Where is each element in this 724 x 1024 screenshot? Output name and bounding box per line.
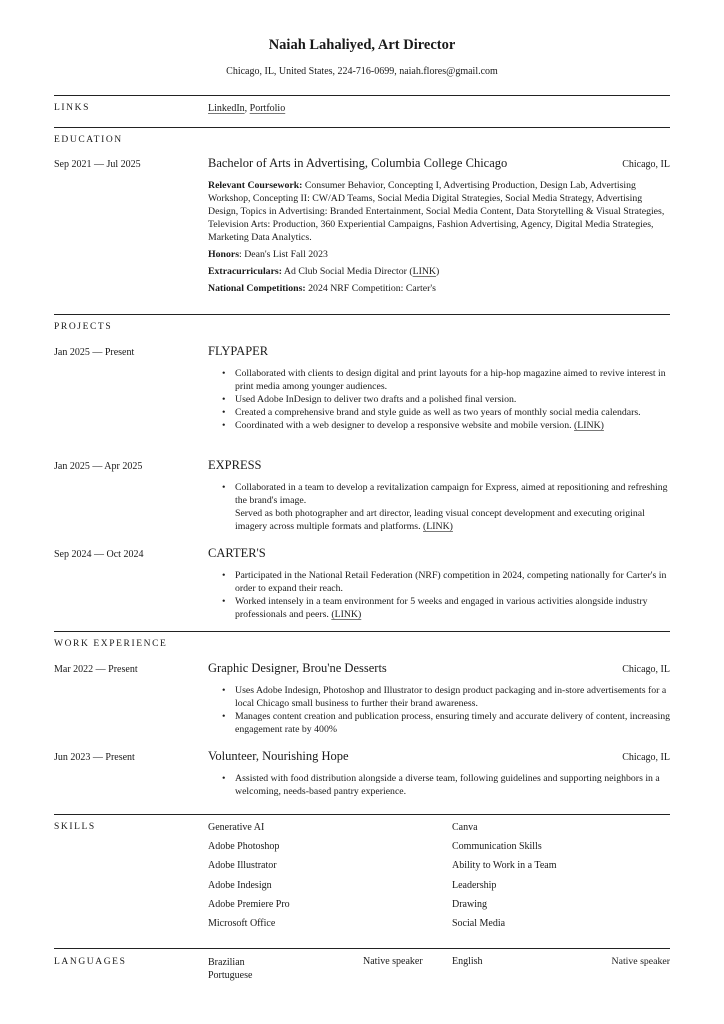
linkedin-link[interactable]: LinkedIn	[208, 103, 245, 114]
job-role: Graphic Designer, Brou'ne Desserts	[208, 661, 387, 675]
skill-item: Social Media	[452, 918, 506, 929]
section-title-links: LINKS	[54, 103, 90, 113]
education-location: Chicago, IL	[622, 159, 670, 170]
skill-item: Leadership	[452, 880, 497, 891]
bullet-item: • Collaborated with clients to design digital and print layouts for a hip-hop magazine aimed to revive interest in print media among younger audiences.	[222, 368, 666, 392]
project-name: EXPRESS	[208, 458, 262, 472]
project-entry	[208, 458, 670, 533]
project-name: CARTER'S	[208, 546, 266, 560]
project-name: FLYPAPER	[208, 344, 269, 358]
job-entry	[208, 661, 670, 736]
divider	[54, 948, 670, 949]
language-level: Native speaker	[363, 956, 423, 967]
divider	[54, 314, 670, 315]
coursework-label: Relevant Coursework:	[208, 180, 303, 191]
project-entry	[208, 344, 670, 432]
project-link[interactable]: (LINK)	[574, 420, 604, 431]
honors-text: : Dean's List Fall 2023	[239, 249, 328, 260]
education-date: Sep 2021 — Jul 2025	[54, 159, 141, 170]
bullet-item: • Created a comprehensive brand and style guide as well as two years of monthly social media calendars.	[222, 407, 641, 418]
section-title-languages: LANGUAGES	[54, 957, 127, 967]
skill-item: Adobe Indesign	[208, 880, 272, 891]
coursework-text: Consumer Behavior, Concepting I, Advertising Production, Design Lab, Advertising Workshop, Concepting II: CW/AD Teams, Social Media Digital Strategies, Social Media Strategy, Advertising Design, Topics in Advertising: Branded Entertainment, Social Media Content, Data Storytelling & Visual Strategies, Television Arts: Production, 360 Experiential Campaigns, Fashion Advertising, Agency, Digital Media Strategies, Marketing Data Analytics.	[208, 180, 665, 243]
project-continuation: Served as both photographer and art director, leading visual concept development and executing original imagery across multiple formats and platforms. (LINK)	[235, 508, 645, 532]
job-location: Chicago, IL	[622, 664, 670, 675]
competitions	[208, 282, 670, 295]
bullet-item: • Used Adobe InDesign to deliver two drafts and a polished final version.	[222, 394, 517, 405]
project-bullets	[208, 481, 670, 507]
skill-item: Ability to Work in a Team	[452, 860, 557, 871]
job-entry	[208, 749, 670, 798]
links-row	[208, 103, 670, 114]
language-name: English	[452, 956, 483, 967]
job-bullets	[208, 684, 670, 736]
portfolio-link[interactable]: Portfolio	[249, 103, 286, 114]
contact-line: Chicago, IL, United States, 224-716-0699, naiah.flores@gmail.com	[226, 66, 498, 77]
bullet-item: • Worked intensely in a team environment for 5 weeks and engaged in various activities alongside industry professionals and peers. (LINK)	[222, 596, 648, 620]
bullet-item: • Participated in the National Retail Federation (NRF) competition in 2024, competing nationally for Carter's in order to expand their reach.	[222, 570, 667, 594]
job-date: Mar 2022 — Present	[54, 664, 138, 675]
project-link[interactable]: (LINK)	[423, 521, 453, 532]
project-link[interactable]: (LINK)	[331, 609, 362, 620]
job-date: Jun 2023 — Present	[54, 752, 135, 763]
extracurriculars-link[interactable]: LINK	[412, 266, 437, 277]
language-name: Brazilian Portuguese	[208, 957, 253, 981]
competitions-text: 2024 NRF Competition: Carter's	[305, 283, 436, 294]
skill-item: Drawing	[452, 899, 487, 910]
competitions-label: National Competitions:	[208, 283, 306, 294]
honors	[208, 248, 670, 261]
skill-item: Canva	[452, 822, 478, 833]
divider	[54, 127, 670, 128]
bullet-item: • Coordinated with a web designer to develop a responsive website and mobile version. (LINK)	[222, 420, 604, 431]
divider	[54, 95, 670, 96]
job-bullets	[208, 772, 670, 798]
project-bullets	[208, 569, 670, 621]
coursework	[208, 179, 670, 244]
skill-item: Adobe Photoshop	[208, 841, 280, 852]
extracurriculars-label: Extracurriculars:	[208, 266, 282, 277]
bullet-item: • Manages content creation and publication process, ensuring timely and accurate delivery of content, increasing engagement rate by 400%	[222, 711, 670, 735]
project-bullets	[208, 367, 670, 432]
skill-item: Adobe Illustrator	[208, 860, 277, 871]
divider	[54, 814, 670, 815]
candidate-name: Naiah Lahaliyed, Art Director	[268, 37, 456, 53]
job-role: Volunteer, Nourishing Hope	[208, 749, 349, 763]
links-separator: ,	[244, 103, 250, 114]
project-entry	[208, 546, 670, 621]
skill-item: Generative AI	[208, 822, 265, 833]
project-date: Sep 2024 — Oct 2024	[54, 549, 144, 560]
extracurriculars	[208, 265, 670, 278]
education-entry	[208, 156, 670, 299]
project-date: Jan 2025 — Apr 2025	[54, 461, 143, 472]
honors-label: Honors	[208, 249, 240, 260]
project-date: Jan 2025 — Present	[54, 347, 135, 358]
divider	[54, 631, 670, 632]
skill-item: Microsoft Office	[208, 918, 276, 929]
skill-item: Adobe Premiere Pro	[208, 899, 290, 910]
bullet-item: • Uses Adobe Indesign, Photoshop and Illustrator to design product packaging and in-store advertisements for a local Chicago small business to further their brand awareness.	[222, 685, 667, 709]
bullet-item: • Collaborated in a team to develop a revitalization campaign for Express, aimed at repositioning and refreshing the brand's image.	[222, 482, 668, 506]
bullet-item: • Assisted with food distribution alongside a diverse team, following guidelines and supporting neighbors in a welcoming, needs-based pantry experience.	[222, 773, 660, 797]
section-title-education: EDUCATION	[54, 135, 123, 145]
education-degree: Bachelor of Arts in Advertising, Columbia College Chicago	[208, 156, 508, 170]
extracurriculars-text: Ad Club Social Media Director (	[282, 266, 413, 277]
section-title-skills: SKILLS	[54, 822, 96, 832]
section-title-projects: PROJECTS	[54, 322, 113, 332]
skill-item: Communication Skills	[452, 841, 542, 852]
section-title-work: WORK EXPERIENCE	[54, 639, 168, 649]
job-location: Chicago, IL	[622, 752, 670, 763]
language-level: Native speaker	[611, 956, 670, 967]
extracurriculars-close: )	[436, 266, 440, 277]
